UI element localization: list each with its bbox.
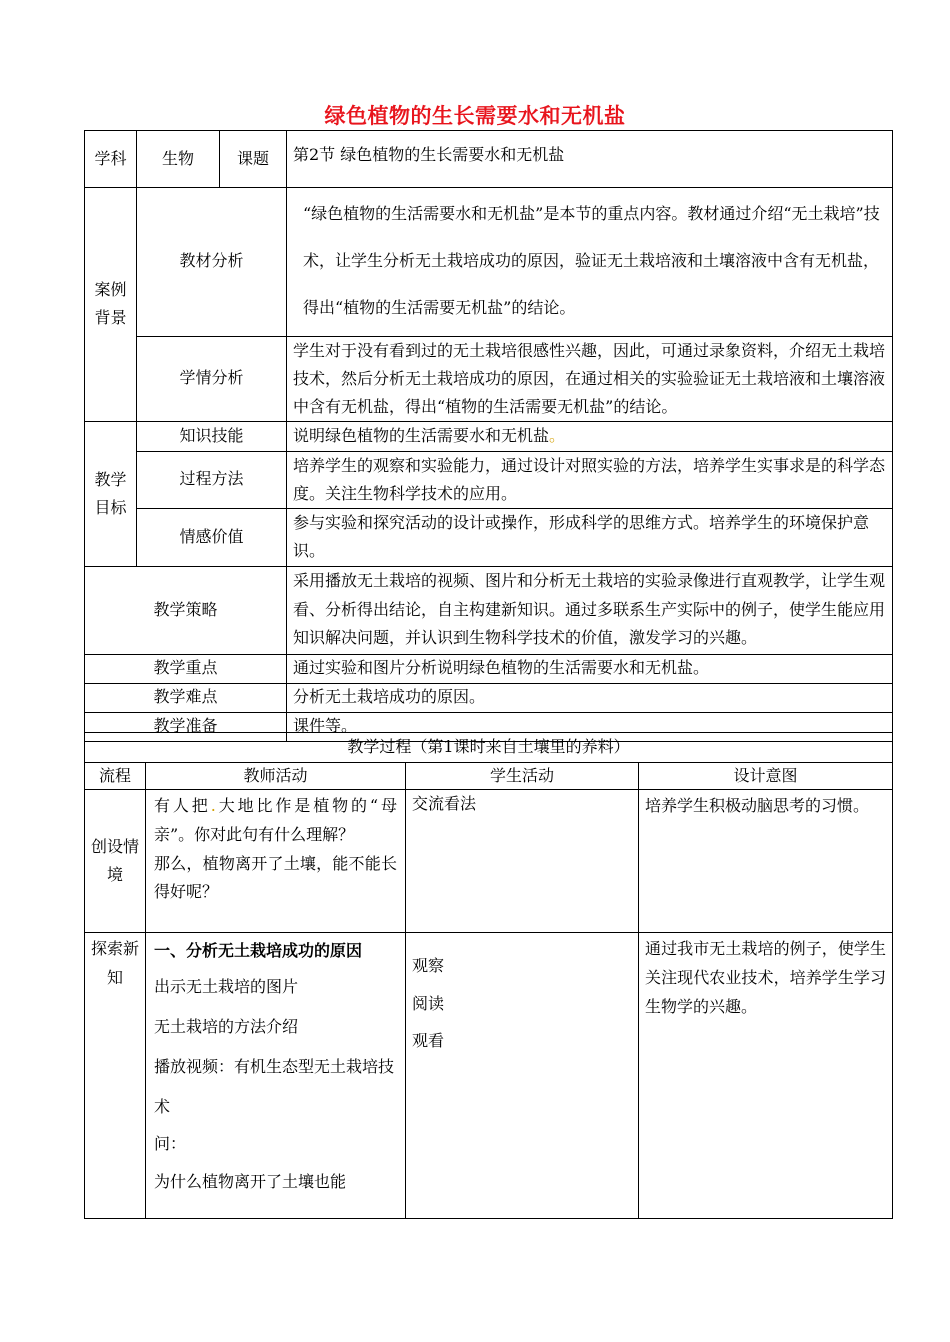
strategy-text: 采用播放无土栽培的视频、图片和分析无土栽培的实验录像进行直观教学，让学生观看、分析得出结论，自主构建新知识。通过多联系生产实际中的例子，使学生能应用知识解决问题，并认识到生物科学技术的价值，激发学习的兴趣。 xyxy=(287,566,893,654)
difficulty-label: 教学难点 xyxy=(85,683,287,712)
info-table xyxy=(84,130,893,742)
emotion-label: 情感价值 xyxy=(137,508,287,566)
focus-label: 教学重点 xyxy=(85,654,287,683)
process-title: 教学过程（第1课时来自土壤里的养料） xyxy=(85,733,893,763)
intent-2: 通过我市无土栽培的例子，使学生关注现代农业技术，培养学生学习生物学的兴趣。 xyxy=(639,933,893,1219)
process-method-label: 过程方法 xyxy=(137,451,287,508)
teacher-line-1: 出示无土栽培的图片 xyxy=(154,976,299,996)
focus-text: 通过实验和图片分析说明绿色植物的生活需要水和无机盐。 xyxy=(287,654,893,683)
topic-value: 第2节 绿色植物的生长需要水和无机盐 xyxy=(287,131,893,188)
strategy-label: 教学策略 xyxy=(85,566,287,654)
student-cell-2 xyxy=(406,933,639,1219)
teacher-text-1b: 大地比作是植物的“母亲”。你对此句有什么理解？ xyxy=(154,796,397,844)
student-observe: 观察 xyxy=(412,956,445,975)
teacher-text-1a: 有人把 xyxy=(154,796,211,815)
process-table xyxy=(84,732,893,1219)
difficulty-text: 分析无土栽培成功的原因。 xyxy=(287,683,893,712)
process-method-text: 培养学生的观察和实验能力，通过设计对照实验的方法，培养学生实事求是的科学态度。关注生物科学技术的应用。 xyxy=(287,451,893,508)
teacher-line-2: 无土栽培的方法介绍 xyxy=(154,1017,299,1037)
header-flow: 流程 xyxy=(85,763,146,790)
intent-1: 培养学生积极动脑思考的习惯。 xyxy=(639,790,893,933)
teacher-mark: . xyxy=(210,796,216,815)
teacher-text-1 xyxy=(154,792,397,850)
header-intent: 设计意图 xyxy=(639,763,893,790)
student-analysis-text: 学生对于没有看到过的无土栽培很感性兴趣，因此，可通过录象资料，介绍无土栽培技术，然后分析无土栽培成功的原因，在通过相关的实验验证无土栽培液和土壤溶液中含有无机盐，得出“植物的生活需要无机盐”的结论。 xyxy=(287,336,893,421)
teacher-cell-1 xyxy=(146,790,406,933)
student-watch: 观看 xyxy=(412,1031,445,1051)
preparation-label: 教学准备 xyxy=(85,712,287,741)
student-activity-1: 交流看法 xyxy=(406,790,639,933)
case-background-label: 案例背景 xyxy=(85,188,137,422)
knowledge-text: 说明绿色植物的生活需要水和无机盐 xyxy=(293,425,550,445)
teacher-line-4: 问： xyxy=(154,1133,187,1153)
knowledge-cell xyxy=(287,421,893,451)
subject-value: 生物 xyxy=(137,131,220,188)
student-analysis-label: 学情分析 xyxy=(137,336,287,421)
material-analysis-text: “绿色植物的生活需要水和无机盐”是本节的重点内容。教材通过介绍“无土栽培”技术，让学生分析无土栽培成功的原因，验证无土栽培液和土壤溶液中含有无机盐，得出“植物的生活需要无机盐”的结论。 xyxy=(287,188,893,337)
teacher-line-5: 为什么植物离开了土壤也能 xyxy=(154,1171,347,1191)
teacher-text-2: 那么，植物离开了土壤，能不能长得好呢？ xyxy=(154,853,397,902)
teacher-heading: 一、分析无土栽培成功的原因 xyxy=(154,941,363,960)
teacher-line-3: 播放视频：有机生态型无土栽培技术 xyxy=(154,1056,395,1116)
knowledge-end-mark: 。 xyxy=(549,425,566,445)
emotion-text: 参与实验和探究活动的设计或操作，形成科学的思维方式。培养学生的环境保护意识。 xyxy=(287,508,893,566)
header-teacher: 教师活动 xyxy=(146,763,406,790)
header-student: 学生活动 xyxy=(406,763,639,790)
material-analysis-label: 教材分析 xyxy=(137,188,287,337)
flow-explore: 探索新知 xyxy=(85,933,146,1219)
knowledge-label: 知识技能 xyxy=(137,421,287,451)
preparation-text: 课件等。 xyxy=(287,712,893,741)
objectives-label: 教学目标 xyxy=(85,421,137,566)
teacher-cell-2 xyxy=(146,933,406,1219)
student-read: 阅读 xyxy=(412,993,445,1013)
topic-label: 课题 xyxy=(220,131,287,188)
page-title: 绿色植物的生长需要水和无机盐 xyxy=(324,104,626,128)
subject-label: 学科 xyxy=(85,131,137,188)
flow-create-scenario: 创设情境 xyxy=(85,790,146,933)
